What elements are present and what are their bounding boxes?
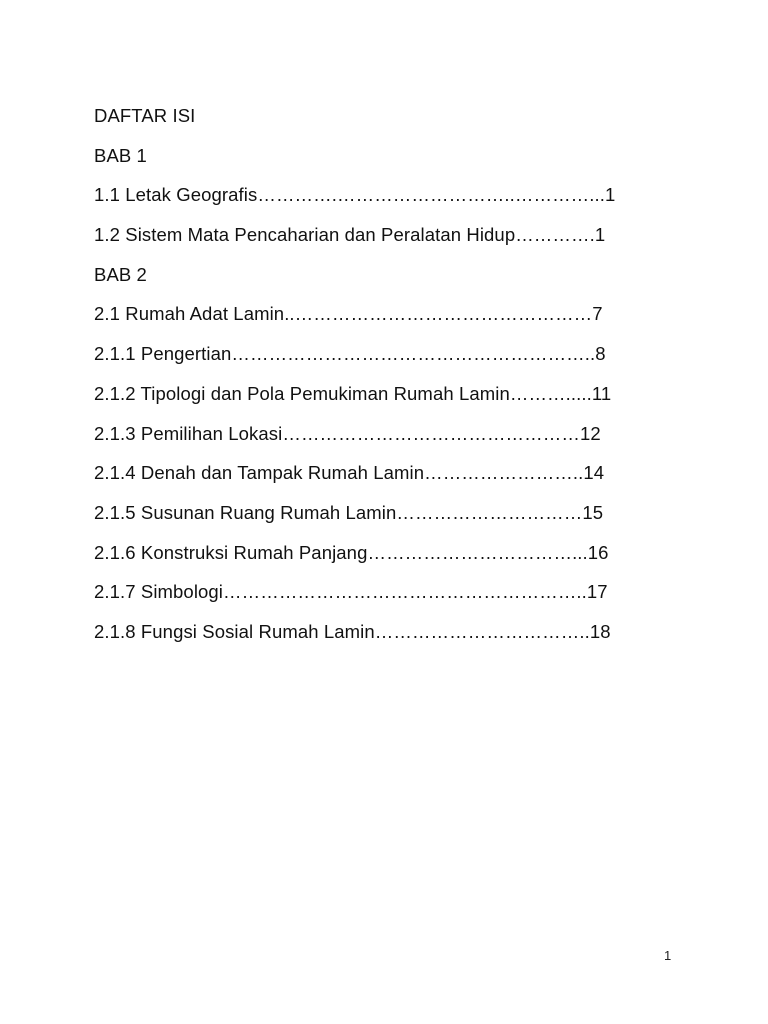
toc-line-2-1-6: 2.1.6 Konstruksi Rumah Panjang……………………………...16 [94, 541, 609, 563]
toc-line-2-1-5: 2.1.5 Susunan Ruang Rumah Lamin…………………………15 [94, 501, 604, 523]
toc-line-2-1: 2.1 Rumah Adat Lamin..…………………………………………7 [94, 303, 603, 325]
toc-line-1-2: 1.2 Sistem Mata Pencaharian dan Peralatan Hidup………….1 [94, 224, 606, 246]
toc-line-2-1-1: 2.1.1 Pengertian…………………………………………………..8 [94, 343, 606, 365]
toc-title: DAFTAR ISI [94, 105, 196, 126]
toc-line-2-1-4: 2.1.4 Denah dan Tampak Rumah Lamin……………………..14 [94, 462, 605, 484]
toc-line-2-1-7: 2.1.7 Simbologi…………………………………………………..17 [94, 581, 608, 603]
table-of-contents [94, 104, 694, 660]
toc-line-bab-2: BAB 2 [94, 263, 147, 285]
toc-line-2-1-2: 2.1.2 Tipologi dan Pola Pemukiman Rumah Lamin……….....11 [94, 382, 612, 404]
toc-line-2-1-8: 2.1.8 Fungsi Sosial Rumah Lamin……………………………..18 [94, 620, 611, 642]
toc-line-1-1: 1.1 Letak Geografis………….………………………..…………...1 [94, 184, 616, 206]
page-number: 1 [664, 948, 672, 963]
toc-line-bab-1: BAB 1 [94, 144, 147, 166]
toc-line-2-1-3: 2.1.3 Pemilihan Lokasi…………………………………………12 [94, 422, 601, 444]
